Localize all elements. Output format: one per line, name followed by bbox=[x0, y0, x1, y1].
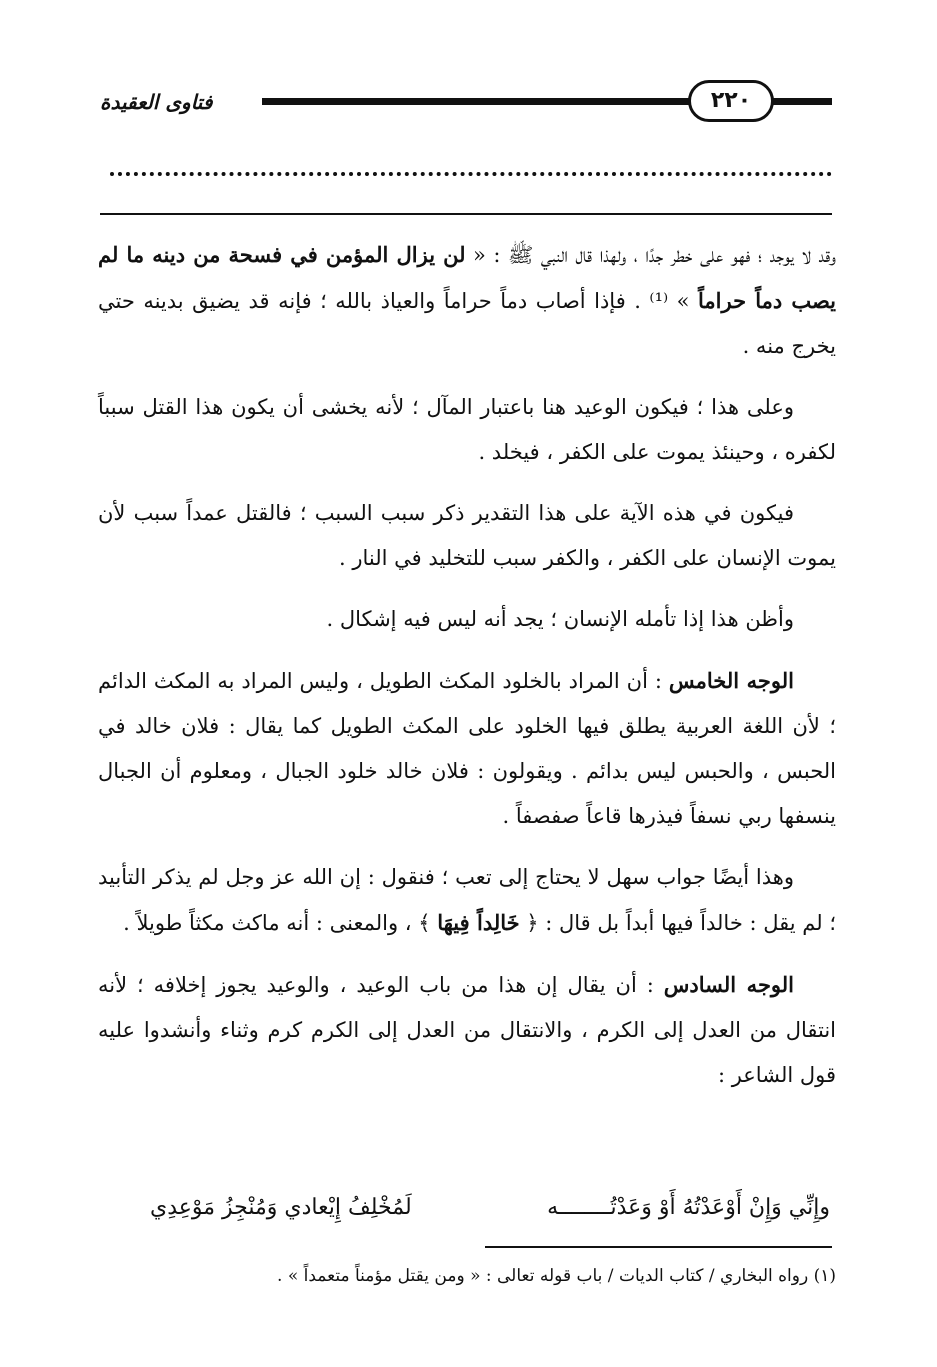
paragraph-text: : أن يقال إن هذا من باب الوعيد ، والوعيد يجوز إخلافه ؛ لأنه انتقال من العدل إلى الكرم ، والانتقال من العدل إلى الكرم كرم وثناء وأنشدوا عليه قول الشاعر : bbox=[98, 973, 836, 1087]
verse-second-hemistich: لَمُخْلِفُ إِيْعادي وَمُنْجِزُ مَوْعِدِي bbox=[150, 1195, 412, 1220]
book-title: فتاوى العقيدة bbox=[100, 90, 213, 114]
footnote-divider bbox=[485, 1246, 832, 1248]
quran-quote: خَالِداً فِيهَا bbox=[437, 910, 520, 935]
paragraph-6 bbox=[98, 855, 836, 946]
paragraph-text: ﴾ ، والمعنى : أنه ماكث مكثاً طويلاً . bbox=[123, 911, 438, 935]
header-divider bbox=[100, 213, 832, 215]
dotted-separator bbox=[110, 158, 832, 188]
paragraph-text: وقد لا يوجد ؛ فهو على خطر جدًا ، ولهذا قال النبي ﷺ : « bbox=[465, 243, 836, 267]
poetry-verse bbox=[130, 1184, 830, 1232]
page-number: ٢٢٠ bbox=[688, 80, 774, 122]
header-rule-left bbox=[262, 98, 690, 105]
verse-first-hemistich: وإِنِّي وَإِنْ أَوْعَدْتُهُ أَوْ وَعَدْتُــــــــه bbox=[547, 1195, 830, 1220]
paragraph-text: : أن المراد بالخلود المكث الطويل ، وليس المراد به المكث الدائم ؛ لأن اللغة العربية يطلق فيها الخلود على المكث الطويل كما يقال : فلان خالد في الحبس ، والحبس ليس بدائم . ويقولون : فلان خالد خلود الجبال ، ومعلوم أن الجبال ينسفها ربي نسفاً فيذرها قاعاً صفصفاً . bbox=[98, 669, 836, 828]
hadith-quote: لن يزال المؤمن في فسحة من دينه ما لم يصب دماً حراماً bbox=[98, 242, 837, 313]
paragraph-text: » ⁽¹⁾ . فإذا أصاب دماً حراماً والعياذ بالله ؛ فإنه قد يضيق بدينه حتي يخرج منه . bbox=[98, 289, 836, 358]
paragraph-3: فيكون في هذه الآية على هذا التقدير ذكر سبب السبب ؛ فالقتل عمداً سبب لأن يموت الإنسان على الكفر ، والكفر سبب للتخليد في النار . bbox=[98, 501, 836, 570]
section-label: الوجه الخامس bbox=[668, 668, 794, 693]
page-body bbox=[98, 232, 836, 1114]
footnote: (١) رواه البخاري / كتاب الديات / باب قوله تعالى : « ومن يقتل مؤمناً متعمداً » . bbox=[277, 1266, 836, 1286]
paragraph-2: وعلى هذا ؛ فيكون الوعيد هنا باعتبار المآل ؛ لأنه يخشى أن يكون هذا القتل سبباً لكفره ، وحينئذ يموت على الكفر ، فيخلد . bbox=[98, 395, 836, 464]
paragraph-1 bbox=[98, 232, 836, 369]
section-label: الوجه السادس bbox=[663, 972, 795, 997]
paragraph-4: وأظن هذا إذا تأمله الإنسان ؛ يجد أنه ليس فيه إشكال . bbox=[326, 607, 794, 631]
paragraph-5 bbox=[98, 658, 836, 839]
paragraph-7 bbox=[98, 962, 836, 1098]
header-rule-right bbox=[772, 98, 832, 105]
paragraph-text: وهذا أيضًا جواب سهل لا يحتاج إلى تعب ؛ فنقول : إن الله عز وجل لم يذكر التأبيد ؛ لم يقل : خالداً فيها أبداً بل قال : ﴿ bbox=[98, 865, 836, 935]
